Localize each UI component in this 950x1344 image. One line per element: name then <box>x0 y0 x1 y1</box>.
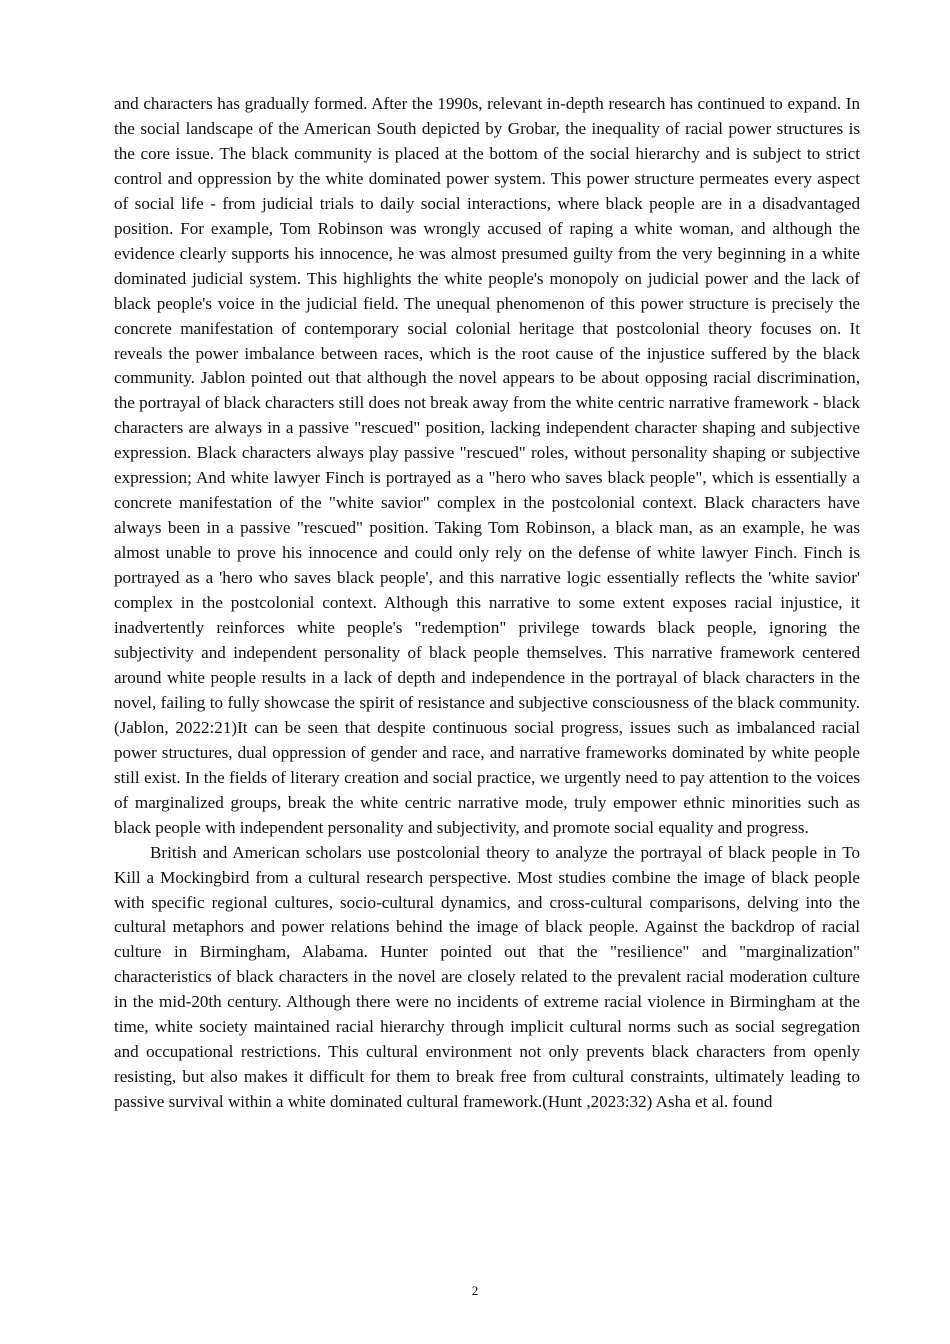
paragraph-continued: and characters has gradually formed. After the 1990s, relevant in-depth research has continued to expand. In the social landscape of the American South depicted by Grobar, the inequality of racial power structures is the core issue. The black community is placed at the bottom of the social hierarchy and is subject to strict control and oppression by the white dominated power system. This power structure permeates every aspect of social life - from judicial trials to daily social interactions, where black people are in a disadvantaged position. For example, Tom Robinson was wrongly accused of raping a white woman, and although the evidence clearly supports his innocence, he was almost presumed guilty from the very beginning in a white dominated judicial system. This highlights the white people's monopoly on judicial power and the lack of black people's voice in the judicial field. The unequal phenomenon of this power structure is precisely the concrete manifestation of contemporary social colonial heritage that postcolonial theory focuses on. It reveals the power imbalance between races, which is the root cause of the injustice suffered by the black community. Jablon pointed out that although the novel appears to be about opposing racial discrimination, the portrayal of black characters still does not break away from the white centric narrative framework - black characters are always in a passive "rescued" position, lacking independent character shaping and subjective expression. Black characters always play passive "rescued" roles, without personality shaping or subjective expression; And white lawyer Finch is portrayed as a "hero who saves black people", which is essentially a concrete manifestation of the "white savior" complex in the postcolonial context. Black characters have always been in a passive "rescued" position. Taking Tom Robinson, a black man, as an example, he was almost unable to prove his innocence and could only rely on the defense of white lawyer Finch. Finch is portrayed as a 'hero who saves black people', and this narrative logic essentially reflects the 'white savior' complex in the postcolonial context. Although this narrative to some extent exposes racial injustice, it inadvertently reinforces white people's "redemption" privilege towards black people, ignoring the subjectivity and independent personality of black people themselves. This narrative framework centered around white people results in a lack of depth and independence in the portrayal of black characters in the novel, failing to fully showcase the spirit of resistance and subjective consciousness of the black community. (Jablon, 2022:21)It can be seen that despite continuous social progress, issues such as imbalanced racial power structures, dual oppression of gender and race, and narrative frameworks dominated by white people still exist. In the fields of literary creation and social practice, we urgently need to pay attention to the voices of marginalized groups, break the white centric narrative mode, truly empower ethnic minorities such as black people with independent personality and subjectivity, and promote social equality and progress. <box>114 94 860 837</box>
paragraph-postcolonial-cultural-research: British and American scholars use postcolonial theory to analyze the portrayal of black people in To Kill a Mockingbird from a cultural research perspective. Most studies combine the image of black people with specific regional cultures, socio-cultural dynamics, and cross-cultural comparisons, delving into the cultural metaphors and power relations behind the image of black people. Against the backdrop of racial culture in Birmingham, Alabama. Hunter pointed out that the "resilience" and "marginalization" characteristics of black characters in the novel are closely related to the prevalent racial moderation culture in the mid-20th century. Although there were no incidents of extreme racial violence in Birmingham at the time, white society maintained racial hierarchy through implicit cultural norms such as social segregation and occupational restrictions. This cultural environment not only prevents black characters from openly resisting, but also makes it difficult for them to break free from cultural constraints, ultimately leading to passive survival within a white dominated cultural framework.(Hunt ,2023:32) Asha et al. found <box>114 842 860 1112</box>
body-text <box>114 92 860 1115</box>
page-number: 2 <box>471 1283 479 1298</box>
